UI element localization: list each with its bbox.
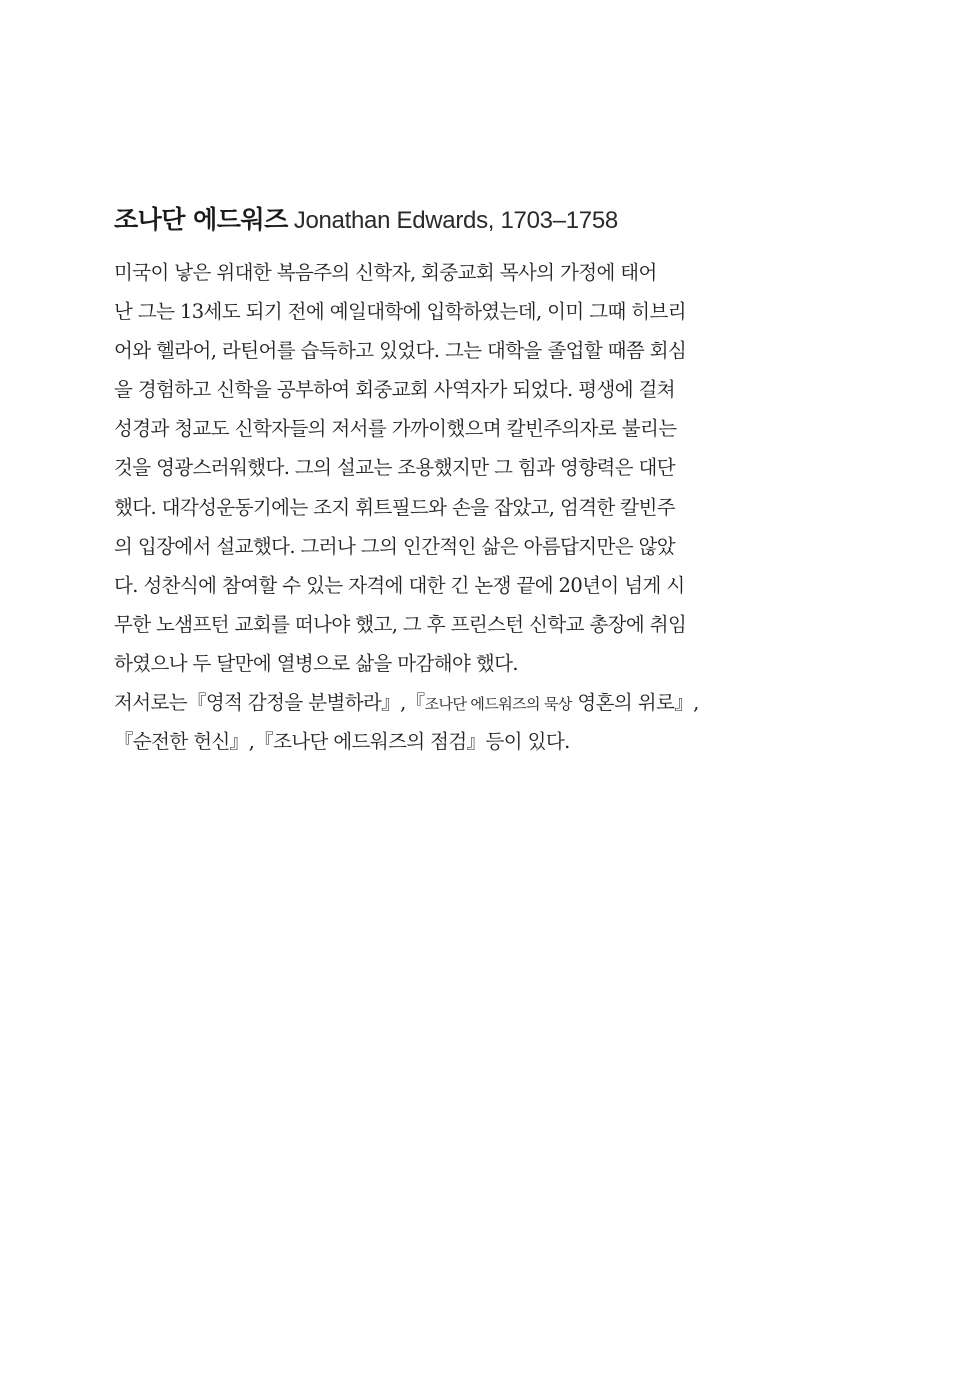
biography-line: 하였으나 두 달만에 열병으로 삶을 마감해야 했다. [114,651,518,675]
biography-line: 의 입장에서 설교했다. 그러나 그의 인간적인 삶은 아름답지만은 않았 [114,534,676,558]
author-biography [114,253,854,761]
works-line [114,683,854,722]
author-korean-name: 조나단 에드워즈 [114,205,288,234]
author-heading [114,200,854,244]
biography-line: 했다. 대각성운동기에는 조지 휘트필드와 손을 잡았고, 엄격한 칼빈주 [114,495,676,519]
works-intro: 저서로는『영적 감정을 분별하라』,『 [114,691,425,715]
author-english-name-and-dates: Jonathan Edwards, 1703–1758 [293,207,618,234]
works-title-end: 영혼의 위로』, [571,691,699,715]
biography-line: 어와 헬라어, 라틴어를 습득하고 있었다. 그는 대학을 졸업할 때쯤 회심 [114,339,687,363]
works-line: 『순전한 헌신』,『조나단 에드워즈의 점검』등이 있다. [114,730,570,754]
biography-line: 다. 성찬식에 참여할 수 있는 자격에 대한 긴 논쟁 끝에 20년이 넘게 시 [114,573,685,597]
biography-line: 난 그는 13세도 되기 전에 예일대학에 입학하였는데, 이미 그때 히브리 [114,300,686,324]
biography-line: 성경과 청교도 신학자들의 저서를 가까이했으며 칼빈주의자로 불리는 [114,417,677,441]
biography-line: 것을 영광스러워했다. 그의 설교는 조용했지만 그 힘과 영향력은 대단 [114,456,676,480]
biography-line: 미국이 낳은 위대한 복음주의 신학자, 회중교회 목사의 가정에 태어 [114,261,657,284]
biography-line: 을 경험하고 신학을 공부하여 회중교회 사역자가 되었다. 평생에 걸쳐 [114,378,676,402]
works-small-subtitle: 조나단 에드워즈의 묵상 [424,695,572,714]
biography-line: 무한 노샘프턴 교회를 떠나야 했고, 그 후 프린스턴 신학교 총장에 취임 [114,612,687,636]
